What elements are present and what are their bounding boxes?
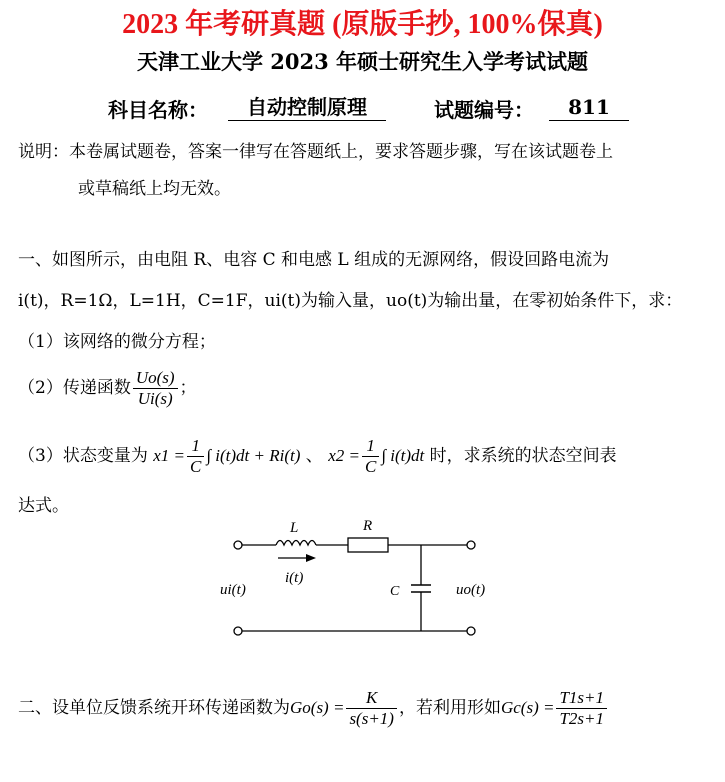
q2-line — [18, 688, 609, 729]
q1-part-1: （1）该网络的微分方程； — [18, 332, 216, 352]
q2-prefix: 二、设单位反馈系统开环传递函数为 — [18, 698, 290, 718]
x1-frac-num: 1 — [187, 436, 204, 457]
compensator-tf-num: T1s+1 — [556, 688, 607, 709]
input-voltage-label: ui(t) — [220, 582, 246, 598]
input-terminal-bottom — [234, 627, 242, 635]
notice-line-1: 说明：本卷属试题卷，答案一律写在答题纸上，要求答题步骤，写在该试题卷上 — [18, 142, 613, 162]
state-x2-label: x2 = — [328, 446, 360, 465]
university-title: 天津工业大学 2023 年硕士研究生入学考试试题 — [136, 49, 589, 74]
q1-part-3-line-2: 达式。 — [18, 496, 69, 516]
plant-tf-num: K — [346, 688, 397, 709]
output-terminal-top — [467, 541, 475, 549]
x1-fraction — [187, 436, 204, 477]
transfer-numerator: Uo(s) — [133, 368, 178, 389]
current-label: i(t) — [285, 570, 304, 586]
q1-part-2-prefix: （2）传递函数 — [18, 378, 131, 398]
plant-tf-fraction — [346, 688, 397, 729]
state-x1-label: x1 = — [153, 446, 186, 465]
x2-integral: ∫ i(t)dt — [381, 446, 425, 465]
q1-part-3 — [18, 436, 617, 477]
notice-line-2: 或草稿纸上均无效。 — [78, 179, 231, 199]
subject-value: 自动控制原理 — [228, 94, 386, 121]
subject-label: 科目名称： — [108, 98, 208, 122]
q1-part-3-prefix: （3）状态变量为 — [18, 446, 148, 466]
input-terminal-top — [234, 541, 242, 549]
transfer-denominator: Ui(s) — [137, 389, 173, 408]
plant-tf-den: s(s+1) — [349, 709, 394, 728]
q1-part-2-suffix: ； — [179, 378, 197, 398]
x2-frac-den: C — [364, 457, 377, 476]
code-label: 试题编号： — [434, 98, 534, 122]
compensator-tf-label: Gc(s) = — [500, 698, 555, 717]
inductor-label: L — [290, 520, 299, 536]
resistor-label: R — [363, 518, 373, 534]
q2-mid: ，若利用形如 — [398, 698, 501, 718]
plant-tf-label: Go(s) = — [290, 698, 345, 717]
current-arrow-head — [306, 554, 316, 562]
compensator-tf-den: T2s+1 — [559, 709, 604, 728]
q1-line-1: 一、如图所示，由电阻 R、电容 C 和电感 L 组成的无源网络，假设回路电流为 — [18, 250, 610, 270]
q1-line-2: i(t)，R=1Ω，L=1H，C=1F，ui(t)为输入量，uo(t)为输出量，在零初始条件下，求： — [18, 291, 683, 311]
x1-integral: ∫ i(t)dt + Ri(t) — [206, 446, 301, 465]
q1-part-2 — [18, 368, 197, 409]
compensator-tf-fraction — [556, 688, 607, 729]
q1-part-3-sep: 、 — [305, 446, 323, 466]
q1-part-3-suffix: 时，求系统的状态空间表 — [429, 446, 617, 466]
resistor-symbol — [348, 538, 388, 552]
output-terminal-bottom — [467, 627, 475, 635]
capacitor-label: C — [390, 584, 400, 599]
code-value: 811 — [549, 94, 629, 121]
transfer-function-fraction — [133, 368, 178, 409]
rlc-circuit-diagram — [0, 510, 725, 650]
output-voltage-label: uo(t) — [456, 582, 486, 598]
x1-frac-den: C — [190, 457, 202, 476]
x2-fraction — [362, 436, 379, 477]
exam-banner: 2023 年考研真题 (原版手抄, 100%保真) — [122, 9, 603, 40]
inductor-symbol — [276, 541, 316, 546]
x2-frac-num: 1 — [362, 436, 379, 457]
